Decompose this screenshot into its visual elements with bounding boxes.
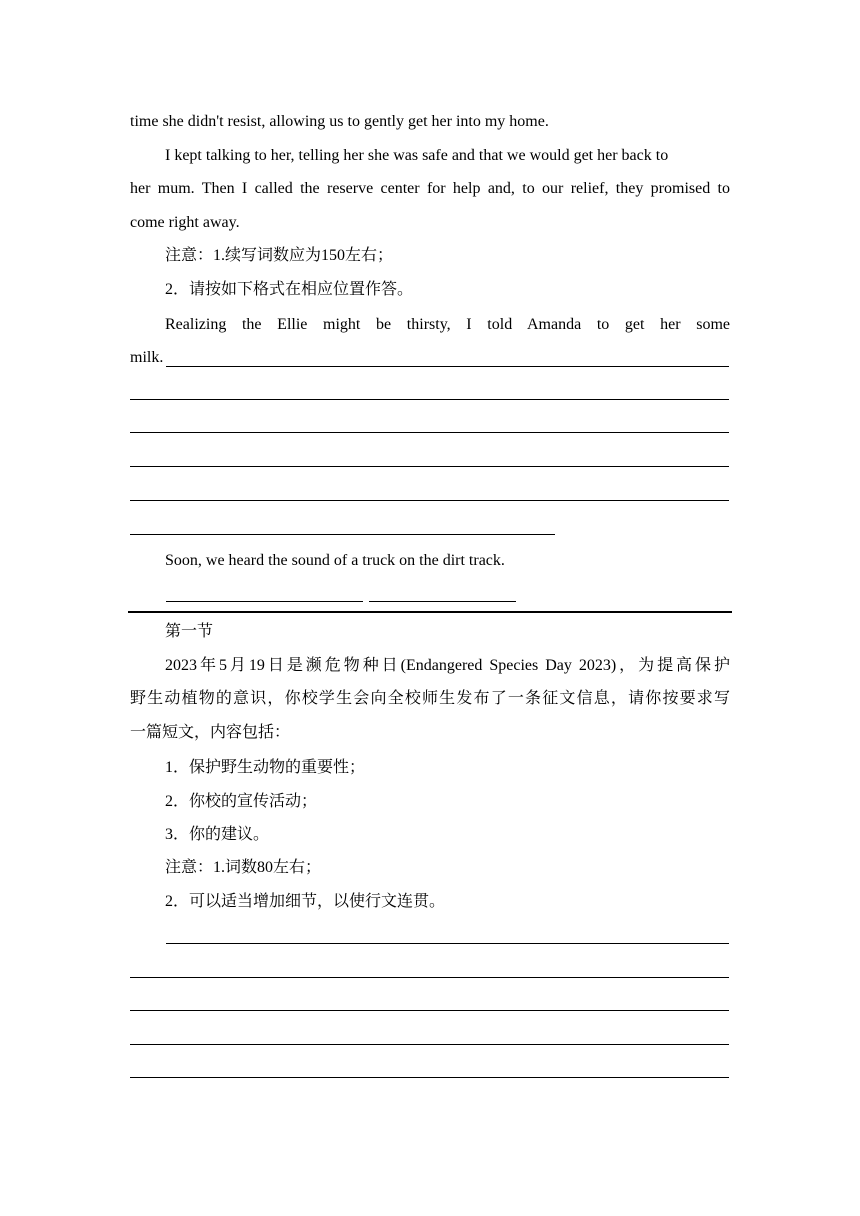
prompt-sentence-1-cont: milk. (130, 349, 164, 366)
answer-line[interactable] (130, 1044, 729, 1045)
intro-line: 一篇短文，内容包括： (130, 724, 291, 741)
section-heading: 第一节 (165, 623, 214, 640)
paragraph-line: time she didn't resist, allowing us to gently get her into my home. (130, 113, 549, 130)
list-item: 2．你校的宣传活动； (165, 793, 318, 810)
answer-line[interactable] (130, 432, 729, 433)
answer-line[interactable] (166, 366, 729, 367)
paragraph-line: come right away. (130, 214, 240, 231)
answer-line[interactable] (130, 500, 729, 501)
list-item: 3．你的建议。 (165, 826, 270, 843)
intro-line: 野生动植物的意识，你校学生会向全校师生发布了一条征文信息，请你按要求写 (130, 690, 730, 707)
paragraph-line: her mum. Then I called the reserve center for help and, to our relief, they promised to (130, 180, 730, 197)
answer-line[interactable] (130, 399, 729, 400)
note-word-count: 注意：1.词数80左右； (165, 859, 322, 876)
section-divider (128, 611, 732, 613)
answer-line[interactable] (130, 1077, 729, 1078)
answer-line[interactable] (166, 601, 363, 602)
answer-line[interactable] (369, 601, 516, 602)
answer-line[interactable] (130, 534, 555, 535)
paragraph-line: I kept talking to her, telling her she was safe and that we would get her back to (165, 147, 669, 164)
note-details: 2．可以适当增加细节，以使行文连贯。 (165, 893, 446, 910)
list-item: 1．保护野生动物的重要性； (165, 759, 366, 776)
note-format: 2．请按如下格式在相应位置作答。 (165, 281, 414, 298)
answer-line[interactable] (166, 943, 729, 944)
answer-line[interactable] (130, 977, 729, 978)
note-word-count: 注意：1.续写词数应为150左右； (165, 247, 394, 264)
answer-line[interactable] (130, 466, 729, 467)
prompt-sentence-1: Realizing the Ellie might be thirsty, I told Amanda to get her some (165, 316, 730, 333)
answer-line[interactable] (130, 1010, 729, 1011)
intro-line: 2023年5月19日是濒危物种日(Endangered Species Day 2023)，为提高保护 (165, 657, 730, 674)
prompt-sentence-2: Soon, we heard the sound of a truck on the dirt track. (165, 552, 505, 569)
